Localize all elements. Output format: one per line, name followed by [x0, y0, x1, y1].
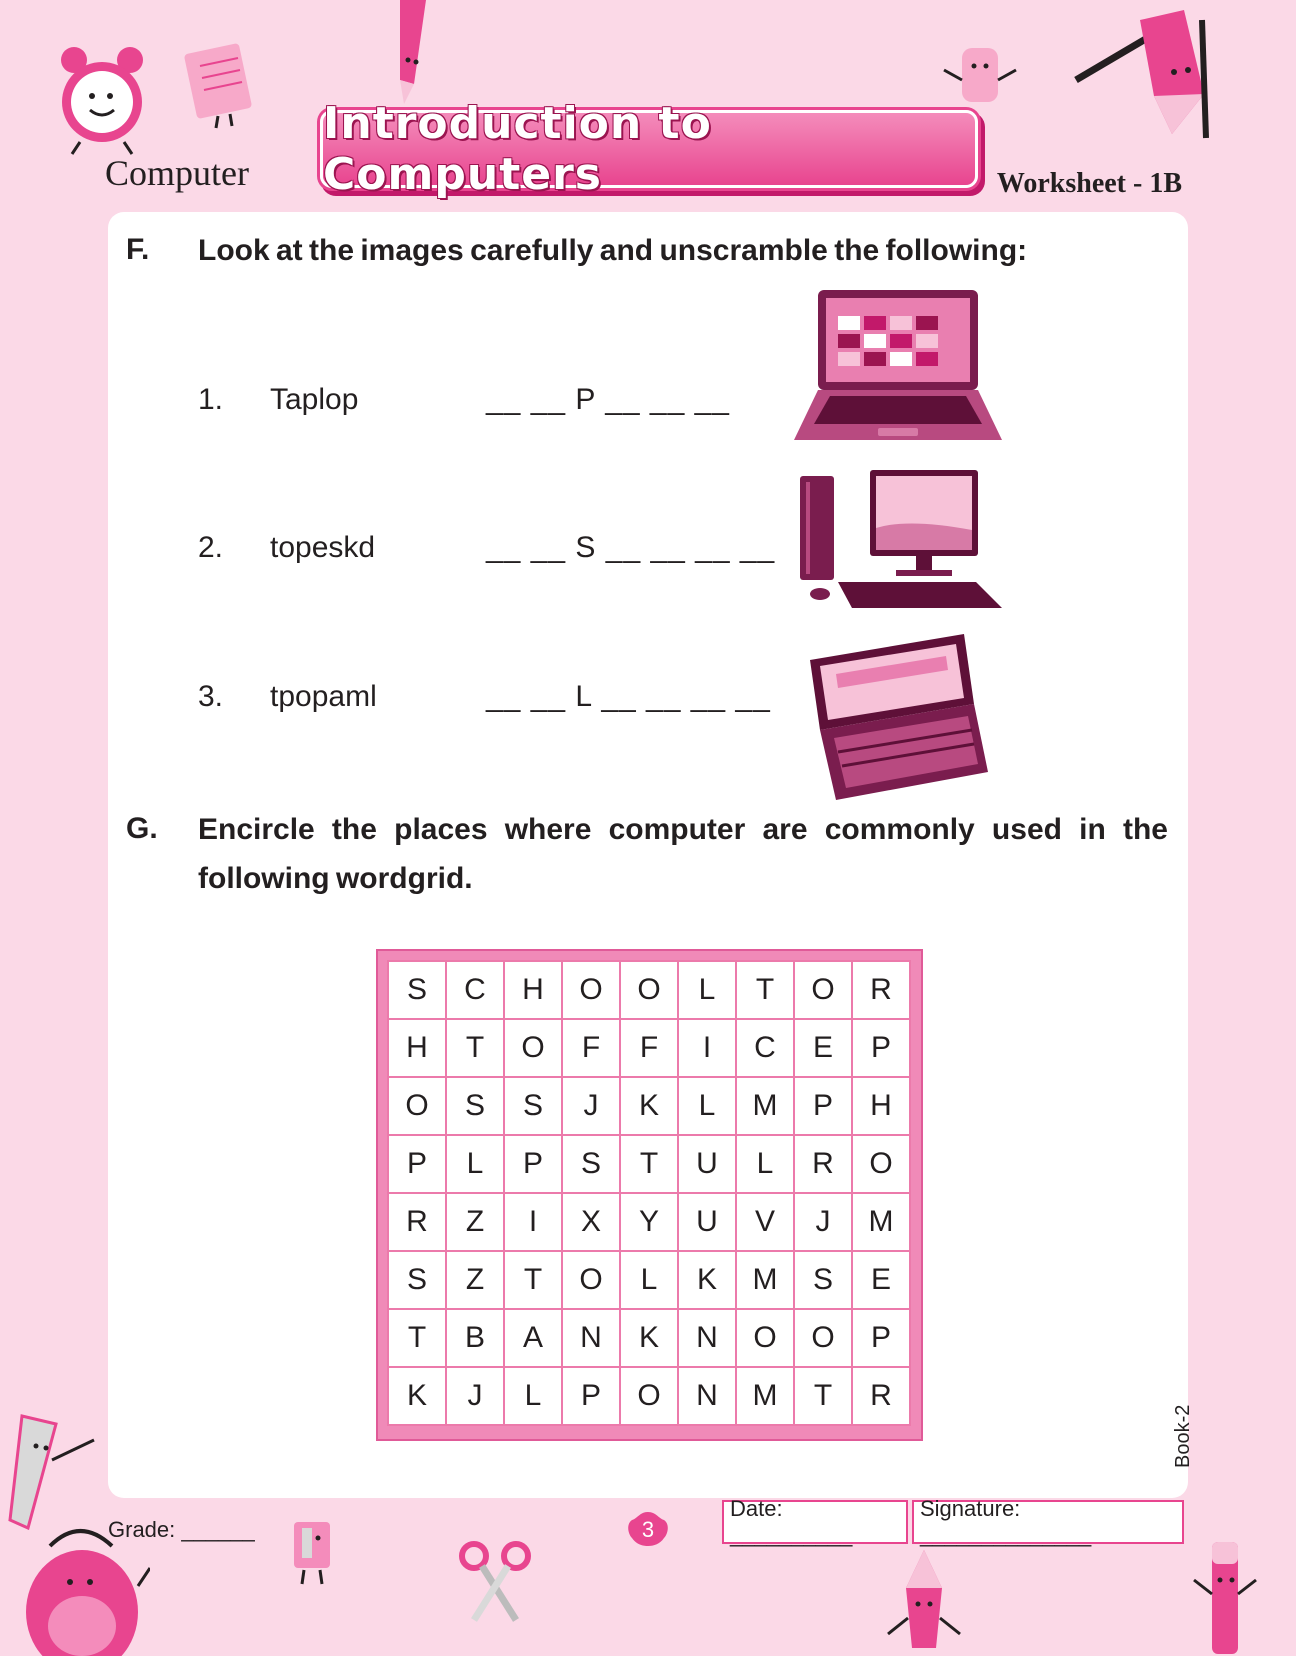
palmtop-image: [806, 632, 996, 802]
grid-cell[interactable]: O: [504, 1019, 562, 1077]
grid-cell[interactable]: P: [794, 1077, 852, 1135]
grid-row: [388, 1309, 910, 1367]
worksheet-label: Worksheet - 1B: [996, 168, 1182, 199]
grid-cell[interactable]: M: [736, 1251, 794, 1309]
item-3-scrambled: tpopaml: [270, 680, 377, 713]
grid-cell[interactable]: C: [736, 1019, 794, 1077]
grid-cell[interactable]: P: [562, 1367, 620, 1425]
bag-character-icon: [20, 1516, 150, 1656]
grid-cell[interactable]: T: [794, 1367, 852, 1425]
page-number: 3: [641, 1517, 655, 1542]
grid-cell[interactable]: O: [388, 1077, 446, 1135]
grid-cell[interactable]: L: [678, 1077, 736, 1135]
sharpener-character-icon: [284, 1520, 348, 1590]
title-banner: [320, 98, 978, 200]
grid-cell[interactable]: O: [620, 1367, 678, 1425]
ruler-character-icon: [8, 1410, 98, 1530]
alarm-clock-icon: [52, 44, 152, 156]
date-label: Date: __________: [730, 1496, 853, 1547]
item-1-scrambled: Taplop: [270, 383, 359, 416]
grid-cell[interactable]: F: [562, 1019, 620, 1077]
grid-cell[interactable]: T: [504, 1251, 562, 1309]
grid-cell[interactable]: S: [388, 961, 446, 1019]
grid-cell[interactable]: S: [794, 1251, 852, 1309]
grid-cell[interactable]: K: [678, 1251, 736, 1309]
grid-cell[interactable]: K: [620, 1077, 678, 1135]
grid-cell[interactable]: S: [446, 1077, 504, 1135]
grid-cell[interactable]: O: [620, 961, 678, 1019]
grid-row: [388, 1367, 910, 1425]
subject-label: Computer: [105, 153, 249, 193]
grid-cell[interactable]: K: [388, 1367, 446, 1425]
grid-cell[interactable]: F: [620, 1019, 678, 1077]
grid-cell[interactable]: N: [678, 1367, 736, 1425]
crayon-character-icon: [884, 1548, 964, 1652]
word-grid-frame: [376, 949, 923, 1441]
item-3-number: 3.: [198, 680, 224, 713]
pencil-icon: [380, 0, 440, 110]
notepad-icon: [176, 40, 266, 130]
grid-cell[interactable]: U: [678, 1135, 736, 1193]
item-2-number: 2.: [198, 531, 224, 564]
grid-cell[interactable]: L: [504, 1367, 562, 1425]
grid-row: [388, 1193, 910, 1251]
grid-cell[interactable]: H: [852, 1077, 910, 1135]
grid-cell[interactable]: H: [388, 1019, 446, 1077]
grid-cell[interactable]: T: [388, 1309, 446, 1367]
grid-cell[interactable]: J: [562, 1077, 620, 1135]
grid-cell[interactable]: Y: [620, 1193, 678, 1251]
grid-cell[interactable]: V: [736, 1193, 794, 1251]
item-2-answer-blank[interactable]: __ __ S __ __ __ __: [486, 531, 776, 564]
grid-cell[interactable]: O: [852, 1135, 910, 1193]
item-1-answer-blank[interactable]: __ __ P __ __ __: [486, 383, 730, 416]
section-g-instruction-line1: Encircle the places where computer are commonly used in the: [198, 813, 1168, 846]
grid-cell[interactable]: X: [562, 1193, 620, 1251]
signature-label: Signature: ______________: [920, 1496, 1092, 1547]
grid-cell[interactable]: E: [794, 1019, 852, 1077]
grid-row: [388, 1251, 910, 1309]
section-f-letter: F.: [126, 233, 150, 266]
grid-cell[interactable]: L: [620, 1251, 678, 1309]
date-field[interactable]: [722, 1496, 908, 1547]
book-label: Book-2: [1172, 1404, 1194, 1468]
grid-cell[interactable]: K: [620, 1309, 678, 1367]
grid-cell[interactable]: H: [504, 961, 562, 1019]
item-1-number: 1.: [198, 383, 224, 416]
section-f-instruction: Look at the images carefully and unscramble the following:: [198, 234, 1028, 267]
pen-character-icon: [1190, 1540, 1260, 1656]
grid-cell[interactable]: T: [736, 961, 794, 1019]
grid-cell[interactable]: M: [852, 1193, 910, 1251]
item-3-answer-blank[interactable]: __ __ L __ __ __ __: [486, 680, 771, 713]
grid-cell[interactable]: R: [794, 1135, 852, 1193]
grid-cell[interactable]: I: [504, 1193, 562, 1251]
laptop-image: [794, 288, 1004, 448]
grid-cell[interactable]: I: [678, 1019, 736, 1077]
grid-cell[interactable]: S: [562, 1135, 620, 1193]
grid-cell[interactable]: R: [852, 1367, 910, 1425]
grid-cell[interactable]: A: [504, 1309, 562, 1367]
grid-cell[interactable]: P: [504, 1135, 562, 1193]
grid-cell[interactable]: O: [736, 1309, 794, 1367]
page-number-badge: [626, 1510, 670, 1548]
grid-row: [388, 961, 910, 1019]
section-g-instruction-line2: following wordgrid.: [198, 862, 473, 895]
grid-cell[interactable]: E: [852, 1251, 910, 1309]
grid-cell[interactable]: C: [446, 961, 504, 1019]
grid-cell[interactable]: U: [678, 1193, 736, 1251]
grid-cell[interactable]: L: [736, 1135, 794, 1193]
grid-cell[interactable]: Z: [446, 1251, 504, 1309]
section-g-letter: G.: [126, 812, 158, 845]
grade-field[interactable]: Grade: ______: [108, 1517, 255, 1542]
grid-cell[interactable]: S: [388, 1251, 446, 1309]
grid-cell[interactable]: N: [678, 1309, 736, 1367]
grid-row: [388, 1077, 910, 1135]
grid-cell[interactable]: Z: [446, 1193, 504, 1251]
grid-row: [388, 1019, 910, 1077]
grid-row: [388, 1135, 910, 1193]
grid-cell[interactable]: O: [562, 1251, 620, 1309]
grid-cell[interactable]: T: [620, 1135, 678, 1193]
grid-cell[interactable]: J: [794, 1193, 852, 1251]
item-2-scrambled: topeskd: [270, 531, 376, 564]
grid-cell[interactable]: O: [562, 961, 620, 1019]
grid-cell[interactable]: R: [852, 961, 910, 1019]
grid-cell[interactable]: O: [794, 961, 852, 1019]
grid-cell[interactable]: M: [736, 1077, 794, 1135]
grid-cell[interactable]: L: [446, 1135, 504, 1193]
page-title: Introduction to Computers: [323, 98, 712, 200]
grid-cell[interactable]: P: [388, 1135, 446, 1193]
grid-cell[interactable]: B: [446, 1309, 504, 1367]
scissors-icon: [456, 1536, 536, 1626]
grid-cell[interactable]: J: [446, 1367, 504, 1425]
pencil-character-icon: [1070, 10, 1220, 140]
grid-cell[interactable]: S: [504, 1077, 562, 1135]
grid-cell[interactable]: M: [736, 1367, 794, 1425]
signature-field[interactable]: [912, 1496, 1184, 1547]
grid-cell[interactable]: T: [446, 1019, 504, 1077]
grid-cell[interactable]: N: [562, 1309, 620, 1367]
grid-cell[interactable]: O: [794, 1309, 852, 1367]
grid-cell[interactable]: P: [852, 1019, 910, 1077]
desktop-computer-image: [798, 468, 1008, 618]
grid-cell[interactable]: R: [388, 1193, 446, 1251]
grid-cell[interactable]: L: [678, 961, 736, 1019]
word-grid: [387, 960, 911, 1426]
grid-cell[interactable]: P: [852, 1309, 910, 1367]
